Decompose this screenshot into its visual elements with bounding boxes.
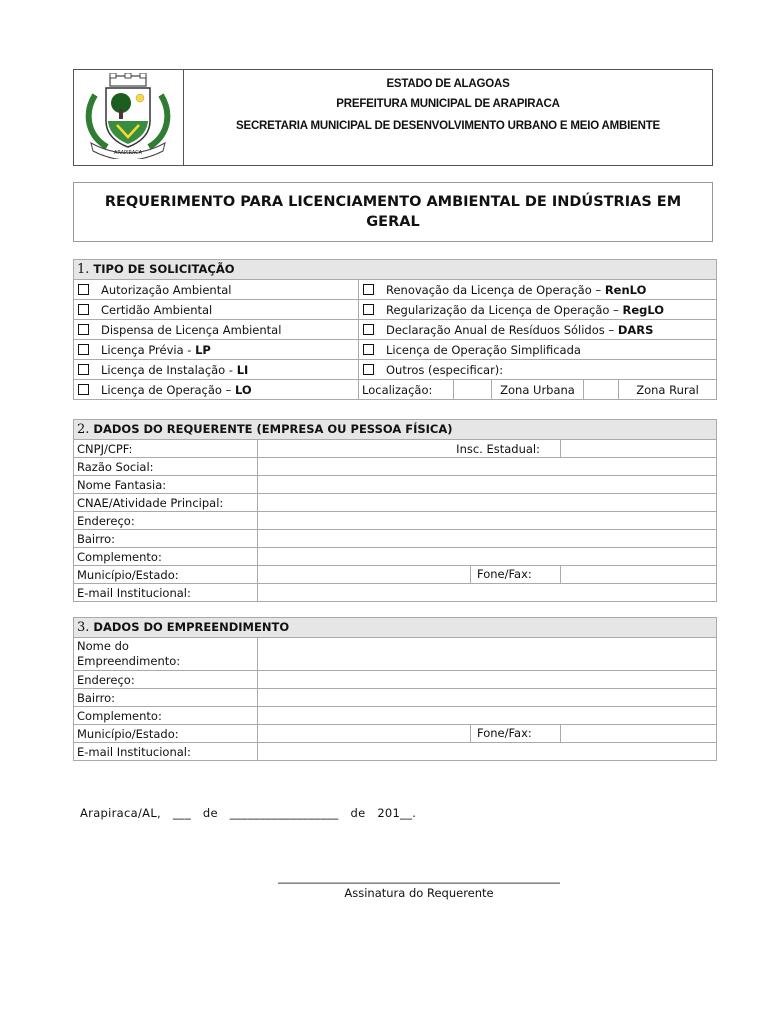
complemento-emp-label: Complemento: (74, 707, 258, 725)
checkbox[interactable] (78, 324, 89, 335)
cnpj-label: CNPJ/CPF: (74, 440, 258, 458)
cnae-label: CNAE/Atividade Principal: (74, 494, 258, 512)
option-simplificada[interactable] (359, 340, 717, 360)
section2-label: DADOS DO REQUERENTE (EMPRESA OU PESSOA FÍSICA) (93, 422, 453, 436)
municipio-emp-label: Município/Estado: (74, 725, 258, 743)
bairro-field[interactable] (258, 530, 717, 548)
checkbox[interactable] (78, 364, 89, 375)
razao-social-label: Razão Social: (74, 458, 258, 476)
checkbox[interactable] (363, 344, 374, 355)
option-code: LI (236, 362, 249, 377)
option-label: Renovação da Licença de Operação – (386, 282, 605, 297)
signature-line: _________________________________________________ (278, 870, 560, 884)
section1-heading (74, 260, 717, 280)
endereco-label: Endereço: (74, 512, 258, 530)
cnpj-field[interactable] (258, 440, 444, 458)
fone-label: Fone/Fax: (470, 566, 560, 583)
form-title (73, 182, 713, 242)
option-renlo[interactable] (359, 280, 717, 300)
signature-label: Assinatura do Requerente (344, 886, 494, 900)
bairro-emp-field[interactable] (258, 689, 717, 707)
fone-field[interactable] (561, 566, 717, 584)
section2-heading (74, 420, 717, 440)
option-label: Licença de Instalação - (101, 362, 237, 377)
option-certidao[interactable] (74, 300, 359, 320)
option-dars[interactable] (359, 320, 717, 340)
razao-social-field[interactable] (258, 458, 717, 476)
municipio-field[interactable] (258, 566, 561, 584)
option-dispensa[interactable] (74, 320, 359, 340)
option-label: Regularização da Licença de Operação – (386, 302, 623, 317)
email-label: E-mail Institucional: (74, 584, 258, 602)
fone-emp-field[interactable] (561, 725, 717, 743)
checkbox[interactable] (78, 304, 89, 315)
option-reglo[interactable] (359, 300, 717, 320)
section3-heading (74, 618, 717, 638)
checkbox[interactable] (363, 364, 374, 375)
zona-urbana-label: Zona Urbana (492, 380, 584, 400)
zona-rural-box[interactable] (584, 380, 619, 400)
option-code: DARS (617, 322, 654, 337)
email-field[interactable] (258, 584, 717, 602)
zona-rural-label: Zona Rural (619, 380, 717, 400)
endereco-emp-field[interactable] (258, 671, 717, 689)
insc-estadual-field[interactable] (561, 440, 717, 458)
nome-empreendimento-label (74, 638, 258, 671)
complemento-emp-field[interactable] (258, 707, 717, 725)
municipio-label: Município/Estado: (74, 566, 258, 584)
coat-of-arms-icon (79, 73, 177, 159)
section-tipo-solicitacao (73, 259, 717, 400)
option-lp[interactable] (74, 340, 359, 360)
option-label: Dispensa de Licença Ambiental (101, 322, 282, 337)
zona-urbana-box[interactable] (454, 380, 492, 400)
header-box (73, 69, 713, 166)
checkbox[interactable] (363, 284, 374, 295)
option-label: Certidão Ambiental (101, 302, 213, 317)
cnae-field[interactable] (258, 494, 717, 512)
form-title-text: REQUERIMENTO PARA LICENCIAMENTO AMBIENTAL DE INDÚSTRIAS EM GERAL (104, 194, 682, 230)
option-label: Licença de Operação – (101, 382, 236, 397)
complemento-label: Complemento: (74, 548, 258, 566)
option-label: Licença de Operação Simplificada (386, 342, 581, 357)
option-li[interactable] (74, 360, 359, 380)
email-emp-label: E-mail Institucional: (74, 743, 258, 761)
header-state: ESTADO DE ALAGOAS (386, 78, 510, 90)
complemento-field[interactable] (258, 548, 717, 566)
checkbox[interactable] (78, 384, 89, 395)
section1-number: 1. (77, 262, 90, 277)
email-emp-field[interactable] (258, 743, 717, 761)
checkbox[interactable] (78, 344, 89, 355)
section-dados-empreendimento (73, 617, 717, 761)
insc-estadual-label: Insc. Estadual: (444, 440, 561, 458)
bairro-emp-label: Bairro: (74, 689, 258, 707)
option-lo[interactable] (74, 380, 359, 400)
option-code: LO (235, 382, 252, 397)
logo-banner-text: ARAPIRACA (113, 150, 143, 156)
checkbox[interactable] (78, 284, 89, 295)
nome-empreendimento-field[interactable] (258, 638, 717, 671)
localizacao-label: Localização: (359, 380, 454, 400)
section2-number: 2. (77, 422, 90, 437)
nome-fantasia-label: Nome Fantasia: (74, 476, 258, 494)
option-label: Licença Prévia - (101, 342, 196, 357)
checkbox[interactable] (363, 304, 374, 315)
option-label: Outros (especificar): (386, 362, 504, 377)
nome-fantasia-field[interactable] (258, 476, 717, 494)
option-code: RenLO (604, 282, 647, 297)
section3-label: DADOS DO EMPREENDIMENTO (93, 620, 290, 634)
fone-emp-label: Fone/Fax: (470, 725, 560, 742)
endereco-field[interactable] (258, 512, 717, 530)
date-line: Arapiraca/AL, ___ de __________________ de 201__. (80, 806, 417, 820)
section1-label: TIPO DE SOLICITAÇÃO (93, 262, 235, 276)
option-outros[interactable] (359, 360, 717, 380)
coat-of-arms-logo (74, 70, 184, 165)
section-dados-requerente (73, 419, 717, 602)
option-code: RegLO (622, 302, 665, 317)
option-code: LP (195, 342, 211, 357)
option-label: Autorização Ambiental (101, 282, 232, 297)
endereco-emp-label: Endereço: (74, 671, 258, 689)
nome-label-line2: Empreendimento: (77, 654, 181, 668)
option-label: Declaração Anual de Resíduos Sólidos – (386, 322, 618, 337)
bairro-label: Bairro: (74, 530, 258, 548)
section3-number: 3. (77, 620, 90, 635)
option-autorizacao[interactable] (74, 280, 359, 300)
header-secretariat: SECRETARIA MUNICIPAL DE DESENVOLVIMENTO URBANO E MEIO AMBIENTE (236, 120, 660, 132)
municipio-emp-field[interactable] (258, 725, 561, 743)
nome-label-line1: Nome do (77, 639, 129, 653)
checkbox[interactable] (363, 324, 374, 335)
header-prefecture: PREFEITURA MUNICIPAL DE ARAPIRACA (336, 98, 560, 110)
